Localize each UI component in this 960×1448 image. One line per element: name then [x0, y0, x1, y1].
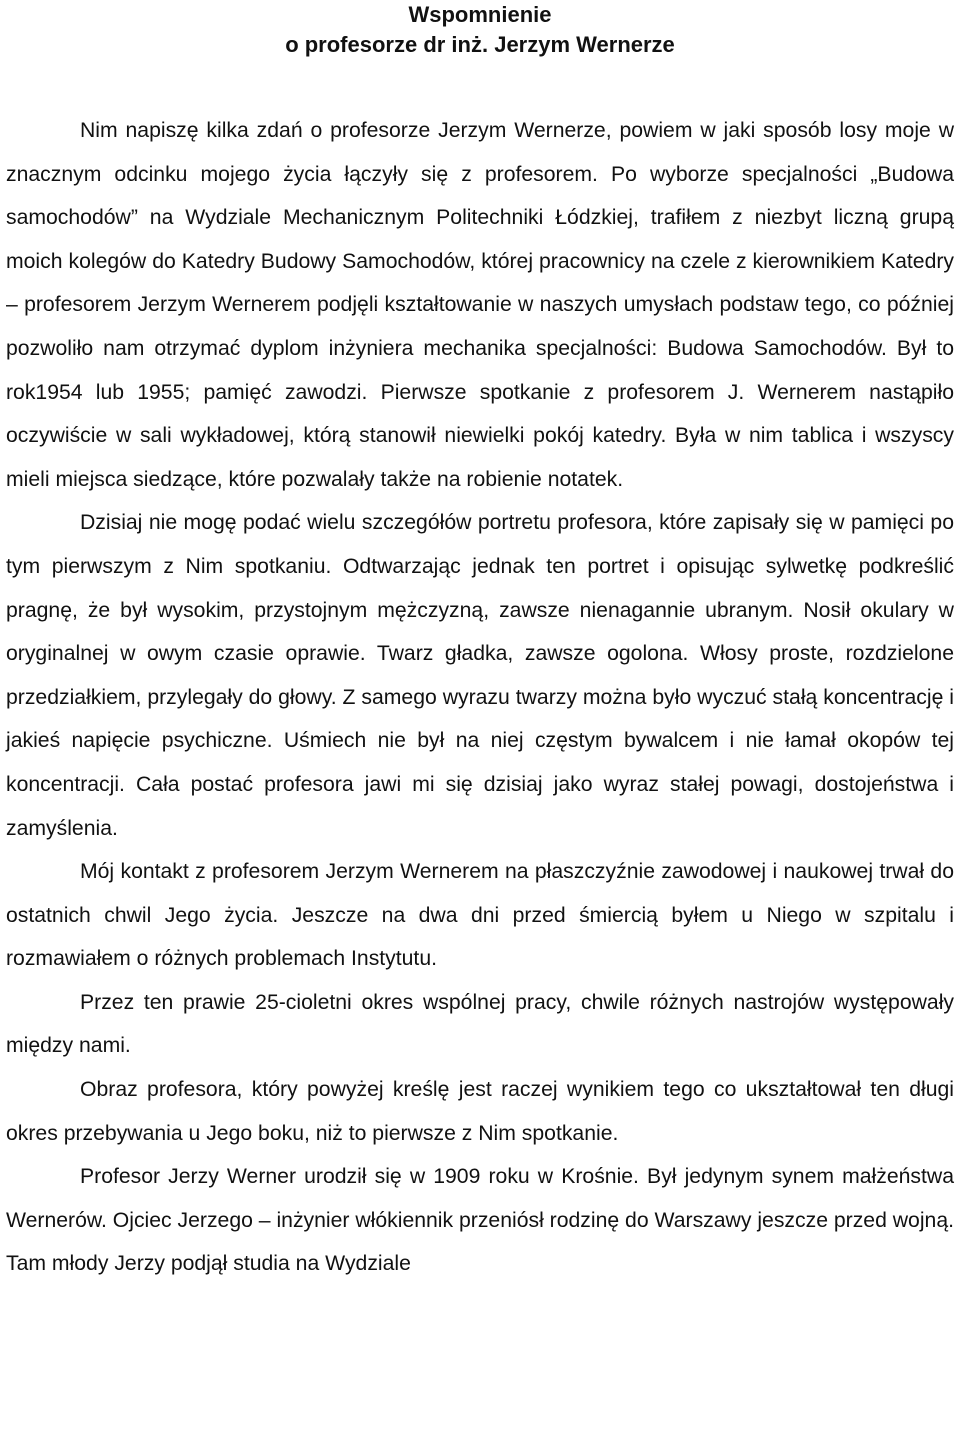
paragraph-6: Profesor Jerzy Werner urodził się w 1909 roku w Krośnie. Był jedynym synem małżeństwa Wernerów. Ojciec Jerzego – inżynier włókiennik przeniósł rodzinę do Warszawy jeszcze przed wojną. Tam młody Jerzy podjął studia na Wydziale: [6, 1165, 954, 1276]
paragraph-2: Dzisiaj nie mogę podać wielu szczegółów portretu profesora, które zapisały się w pamięci po tym pierwszym z Nim spotkaniu. Odtwarzając jednak ten portret i opisując sylwetkę podkreślić pragnę, że był wysokim, przystojnym mężczyzną, zawsze nienagannie ubranym. Nosił okulary w oryginalnej w owym czasie oprawie. Twarz gładka, zawsze ogolona. Włosy proste, rozdzielone przedziałkiem, przylegały do głowy. Z samego wyrazu twarzy można było wyczuć stałą koncentrację i jakieś napięcie psychiczne. Uśmiech nie był na niej częstym bywalcem i nie łamał okopów tej koncentracji. Cała postać profesora jawi mi się dzisiaj jako wyraz stałej powagi, dostojeństwa i zamyślenia.: [6, 511, 954, 840]
paragraph-4: Przez ten prawie 25-cioletni okres wspólnej pracy, chwile różnych nastrojów występowały między nami.: [6, 990, 954, 1058]
paragraph-3: Mój kontakt z profesorem Jerzym Wernerem na płaszczyźnie zawodowej i naukowej trwał do ostatnich chwil Jego życia. Jeszcze na dwa dni przed śmiercią byłem u Niego w szpitalu i rozmawiałem o różnych problemach Instytutu.: [6, 860, 954, 971]
paragraph-5: Obraz profesora, który powyżej kreślę jest raczej wynikiem tego co ukształtował ten długi okres przebywania u Jego boku, niż to pierwsze z Nim spotkanie.: [6, 1078, 954, 1145]
title-line-2: o profesorze dr inż. Jerzym Wernerze: [285, 32, 675, 57]
document-title: [0, 0, 960, 60]
title-line-1: Wspomnienie: [408, 2, 552, 27]
paragraph-1: Nim napiszę kilka zdań o profesorze Jerzym Wernerze, powiem w jaki sposób losy moje w znacznym odcinku mojego życia łączyły się z profesorem. Po wyborze specjalności „Budowa samochodów” na Wydziale Mechanicznym Politechniki Łódzkiej, trafiłem z niezbyt liczną grupą moich kolegów do Katedry Budowy Samochodów, której pracownicy na czele z kierownikiem Katedry – profesorem Jerzym Wernerem podjęli kształtowanie w naszych umysłach podstaw tego, co później pozwoliło nam otrzymać dyplom inżyniera mechanika specjalności: Budowa Samochodów. Był to rok1954 lub 1955; pamięć zawodzi. Pierwsze spotkanie z profesorem J. Wernerem nastąpiło oczywiście w sali wykładowej, którą stanowił niewielki pokój katedry. Była w nim tablica i wszyscy mieli miejsca siedzące, które pozwalały także na robienie notatek.: [6, 119, 954, 491]
document-body: [6, 109, 954, 1286]
